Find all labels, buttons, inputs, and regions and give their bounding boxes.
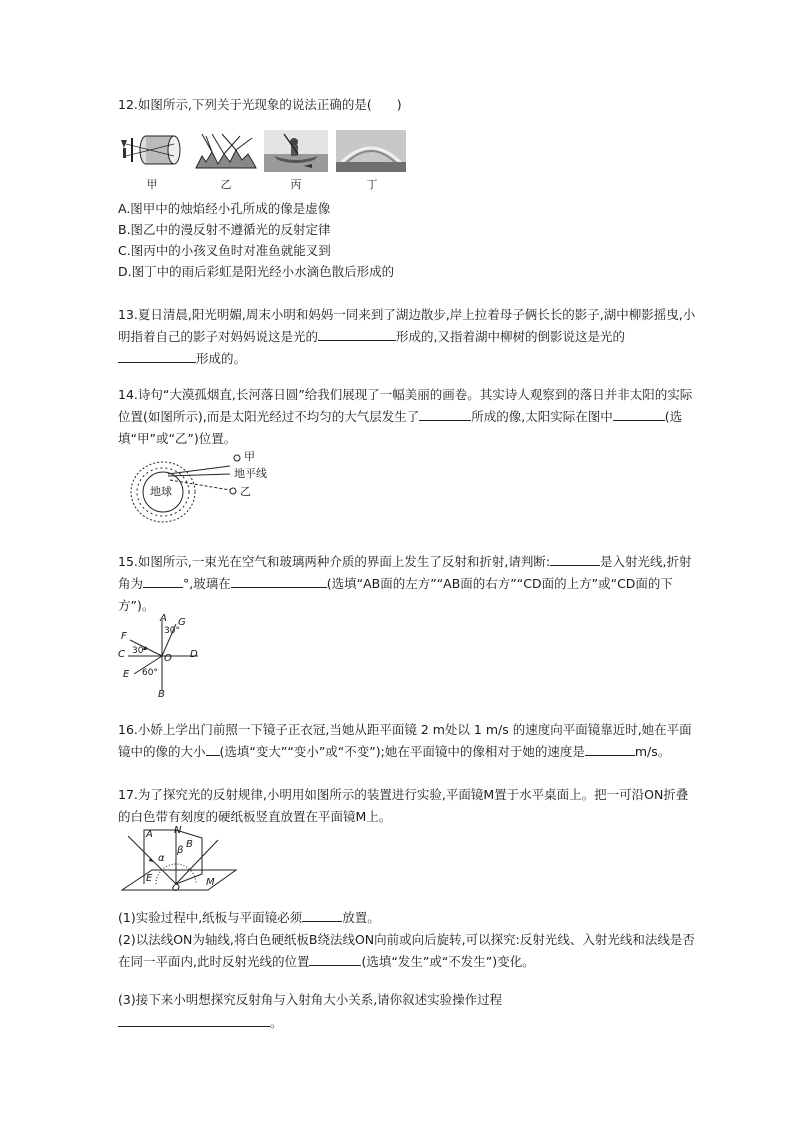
- q13-part1: 13.夏日清晨,阳光明媚,周末小明和妈妈一同来到了湖边散步,岸上拉着母子俩长长的影子,湖中柳影摇曳,小明指着自己的影子对妈妈说这是光的: [118, 307, 696, 344]
- q17-sub2-a: (2)以法线ON为轴线,将白色硬纸板B绕法线ON向前或向后旋转,可以探究:反射光线、入射光线和法线是否在同一平面内,此时反射光线的位置: [118, 932, 695, 969]
- q15-part2: 是入射光线,折射角为: [118, 554, 692, 591]
- q14-part1: 14.诗句“大漠孤烟直,长河落日圆”给我们展现了一幅美丽的画卷。其实诗人观察到的落日并非太阳的实际位置(如图所示),而是太阳光经过不均匀的大气层发生了: [118, 387, 693, 424]
- label-m: M: [206, 877, 215, 888]
- label-c: C: [118, 649, 125, 660]
- jia-label: 甲: [244, 450, 255, 463]
- q17-sub3-answer: [118, 1012, 283, 1034]
- horizon-label: 地平线: [234, 467, 267, 480]
- q17-sub2: [118, 929, 698, 973]
- q16-text: [118, 719, 698, 763]
- label-o: O: [172, 883, 180, 894]
- label-d: D: [190, 649, 198, 660]
- q13-part3: 形成的。: [196, 351, 247, 366]
- yi-label: 乙: [240, 485, 251, 498]
- q15-part1: 15.如图所示,一束光在空气和玻璃两种介质的界面上发生了反射和折射,请判断:: [118, 554, 551, 569]
- q17-sub1-a: (1)实验过程中,纸板与平面镜必须: [118, 910, 303, 925]
- caption-jia: 甲: [146, 178, 158, 191]
- q16-blank-2[interactable]: [585, 741, 635, 756]
- label-a: A: [160, 613, 167, 624]
- q14-blank-1[interactable]: [419, 406, 471, 421]
- q16-part2: (选填“变大”“变小”或“不变”);她在平面镜中的像相对于她的速度是: [219, 744, 585, 759]
- q15-blank-1[interactable]: [550, 551, 600, 566]
- label-alpha: α: [158, 853, 165, 864]
- q15-blank-2[interactable]: [143, 573, 183, 588]
- q12-stem: 12.如图所示,下列关于光现象的说法正确的是( ): [118, 97, 402, 112]
- q14-blank-2[interactable]: [613, 406, 665, 421]
- label-beta: β: [177, 845, 184, 856]
- label-angle-left: 30°: [132, 646, 148, 656]
- label-e: E: [123, 669, 130, 680]
- option-a: A.图甲中的烛焰经小孔所成的像是虚像: [118, 201, 331, 216]
- q17-sub2-b: (选填“发生”或“不发生”)变化。: [361, 954, 535, 969]
- label-o: O: [164, 653, 172, 664]
- label-a: A: [146, 829, 153, 840]
- q17-blank-3[interactable]: [118, 1012, 270, 1027]
- q17-sub1: [118, 907, 698, 929]
- label-b: B: [186, 839, 193, 850]
- q13-blank-1[interactable]: [318, 326, 396, 341]
- label-e: E: [146, 873, 153, 884]
- option-d: D.图丁中的雨后彩虹是阳光经小水滴色散后形成的: [118, 264, 395, 279]
- q14-text: [118, 384, 698, 450]
- label-n: N: [174, 825, 182, 836]
- q13-blank-2[interactable]: [118, 348, 196, 363]
- label-f: F: [121, 631, 127, 642]
- q17-sub3-end: 。: [270, 1015, 283, 1030]
- earth-label: 地球: [150, 485, 172, 498]
- q14-part2: 所成的像,太阳实际在图中: [471, 409, 613, 424]
- q16-part3: m/s。: [634, 744, 671, 759]
- q15-part3: °,玻璃在: [183, 576, 231, 591]
- caption-ding: 丁: [366, 178, 378, 191]
- label-b: B: [158, 689, 165, 700]
- q17-stem: 17.为了探究光的反射规律,小明用如图所示的装置进行实验,平面镜M置于水平桌面上。把一可沿ON折叠的白色带有刻度的硬纸板竖直放置在平面镜M上。: [118, 787, 689, 824]
- label-angle-top: 30°: [164, 626, 180, 636]
- rainbow-figure: [336, 130, 406, 172]
- pinhole-figure: [118, 130, 186, 172]
- caption-bing: 丙: [290, 178, 302, 191]
- option-c: C.图丙中的小孩叉鱼时对准鱼就能叉到: [118, 243, 331, 258]
- q16-part1: 16.小娇上学出门前照一下镜子正衣冠,当她从距平面镜 2 m处以 1 m/s 的速度向平面镜靠近时,她在平面镜中的像的大小: [118, 722, 692, 759]
- spear-fishing-figure: [264, 130, 328, 172]
- q16-blank-1[interactable]: [206, 741, 220, 756]
- q13-part2: 形成的,又指着湖中柳树的倒影说这是光的: [396, 329, 625, 344]
- q17-sub3: (3)接下来小明想探究反射角与入射角大小关系,请你叙述实验操作过程: [118, 992, 503, 1007]
- label-g: G: [178, 617, 186, 628]
- option-b: B.图乙中的漫反射不遵循光的反射定律: [118, 222, 331, 237]
- q13-text: [118, 304, 698, 370]
- q17-blank-2[interactable]: [309, 951, 361, 966]
- diffuse-reflection-figure: [194, 130, 258, 172]
- label-angle-bottom: 60°: [142, 668, 158, 678]
- caption-yi: 乙: [220, 178, 232, 191]
- q17-blank-1[interactable]: [302, 907, 342, 922]
- q15-text: [118, 551, 698, 617]
- q15-part4: (选填“AB面的左方”“AB面的右方”“CD面的上方”或“CD面的下方”)。: [118, 576, 673, 613]
- q14-part3: (选填“甲”或“乙”)位置。: [118, 409, 683, 446]
- q15-blank-3[interactable]: [231, 573, 327, 588]
- q17-sub1-b: 放置。: [342, 910, 380, 925]
